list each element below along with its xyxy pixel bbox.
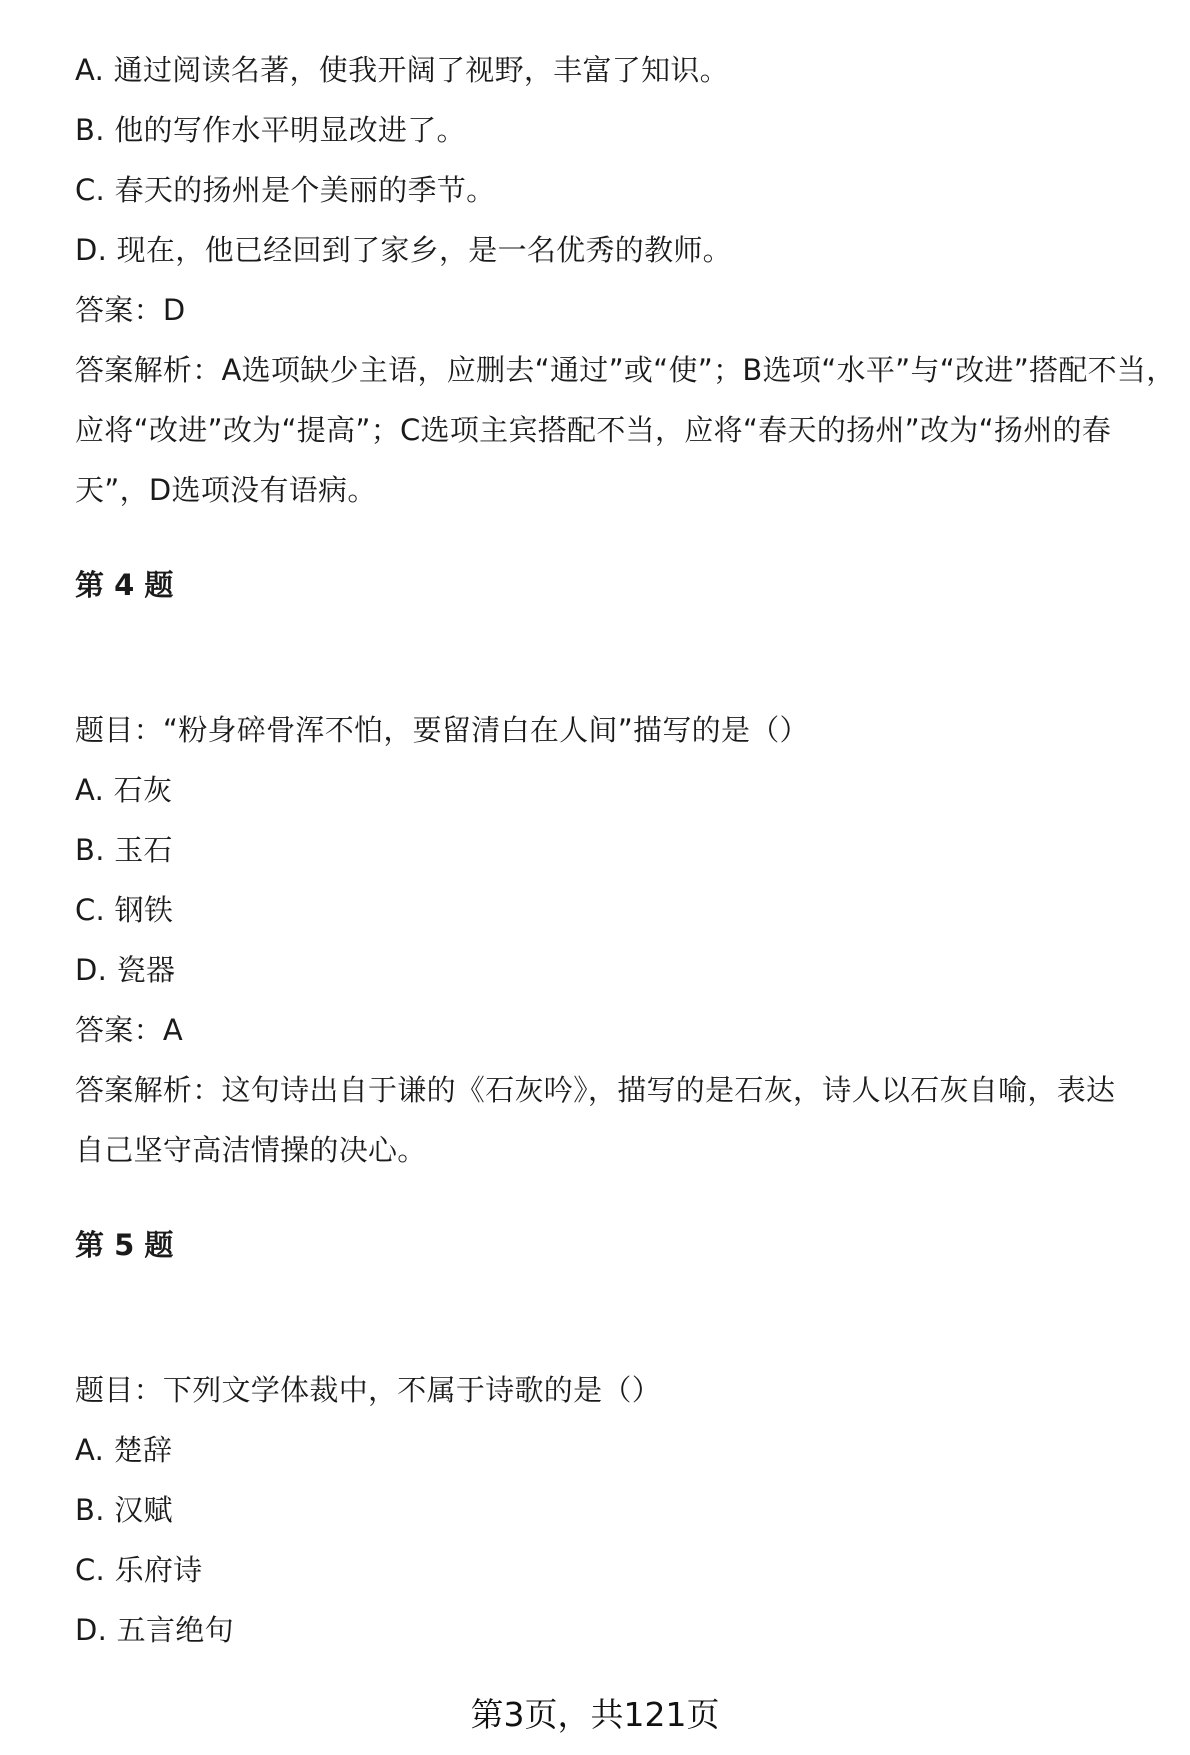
q4-question: 题目：“粉身碎骨浑不怕，要留清白在人间”描写的是（）	[75, 713, 809, 747]
q3-analysis	[75, 340, 1176, 520]
q3-analysis-line-3: 天”，D选项没有语病。	[75, 473, 377, 507]
q4-analysis-line-2: 自己坚守高洁情操的决心。	[75, 1133, 427, 1167]
q5-heading: 第 5 题	[75, 1228, 174, 1262]
question-4-block	[75, 700, 1165, 1180]
q3-analysis-line-1: 答案解析：A选项缺少主语，应删去“通过”或“使”；B选项“水平”与“改进”搭配不当，	[75, 353, 1176, 387]
q3-option-b: B. 他的写作水平明显改进了。	[75, 113, 466, 147]
q4-option-a: A. 石灰	[75, 773, 173, 807]
q5-option-d: D. 五言绝句	[75, 1613, 234, 1647]
question-3-block	[75, 40, 1176, 520]
q4-option-b: B. 玉石	[75, 833, 173, 867]
q4-analysis-line-1: 答案解析：这句诗出自于谦的《石灰吟》，描写的是石灰，诗人以石灰自喻，表达	[75, 1073, 1116, 1107]
q3-analysis-line-2: 应将“改进”改为“提高”；C选项主宾搭配不当，应将“春天的扬州”改为“扬州的春	[75, 413, 1112, 447]
q3-option-a: A. 通过阅读名著，使我开阔了视野，丰富了知识。	[75, 53, 729, 87]
question-5-block	[75, 1360, 1165, 1660]
q3-answer: 答案：D	[75, 293, 186, 327]
page-number-footer: 第3页，共121页	[470, 1695, 720, 1734]
q3-option-c: C. 春天的扬州是个美丽的季节。	[75, 173, 496, 207]
q4-analysis	[75, 1060, 1165, 1180]
q3-option-d: D. 现在，他已经回到了家乡，是一名优秀的教师。	[75, 233, 732, 267]
q4-option-c: C. 钢铁	[75, 893, 174, 927]
q4-heading: 第 4 题	[75, 568, 174, 602]
q5-option-a: A. 楚辞	[75, 1433, 173, 1467]
q5-question: 题目：下列文学体裁中，不属于诗歌的是（）	[75, 1373, 662, 1407]
q4-answer: 答案：A	[75, 1013, 184, 1047]
q4-option-d: D. 瓷器	[75, 953, 176, 987]
q5-option-c: C. 乐府诗	[75, 1553, 203, 1587]
q5-option-b: B. 汉赋	[75, 1493, 173, 1527]
